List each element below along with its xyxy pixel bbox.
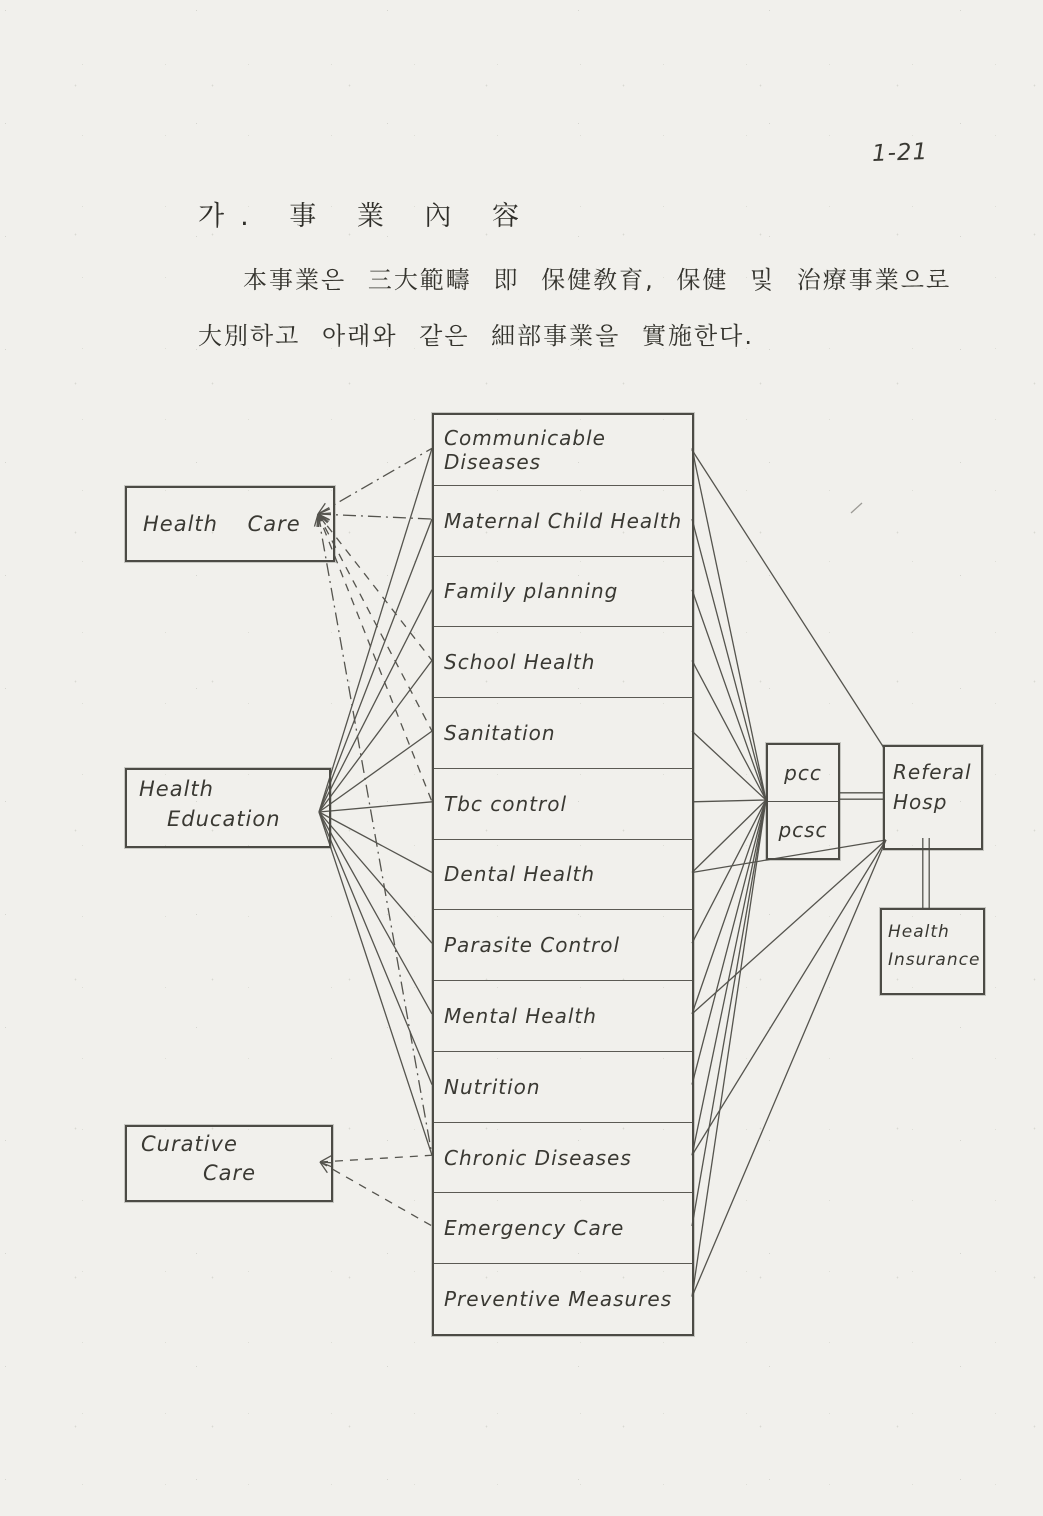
pcc-pcsc-box — [766, 743, 840, 860]
connector-line — [318, 514, 432, 660]
health-insurance-label-line1: Health — [888, 922, 950, 942]
paragraph-line-2: 大別하고 아래와 같은 細部事業을 實施한다. — [198, 322, 754, 350]
connector-line — [692, 800, 766, 1085]
health-education-box — [125, 768, 331, 848]
curative-care-label-line2: Care — [203, 1161, 257, 1185]
program-item — [434, 697, 692, 768]
paragraph-line-1: 本事業은 三大範疇 即 保健敎育, 保健 및 治療事業으로 — [243, 266, 952, 294]
program-item — [434, 980, 692, 1051]
connector-line — [692, 731, 766, 800]
connector-line — [318, 514, 432, 1155]
section-heading: 가. 事 業 內 容 — [198, 201, 535, 232]
health-education-label-line1: Health — [139, 777, 214, 801]
program-item-label: Maternal Child Health — [444, 508, 683, 533]
referral-label-line2: Hosp — [893, 790, 948, 814]
health-care-label: Health Care — [143, 512, 301, 536]
connector-line — [320, 1162, 432, 1226]
curative-care-label-line1: Curative — [141, 1132, 238, 1156]
connector-line — [319, 519, 432, 812]
program-item-label: Tbc control — [444, 791, 568, 816]
connector-line — [319, 731, 432, 812]
program-item-label: Preventive Measures — [444, 1287, 673, 1312]
program-item — [434, 415, 692, 485]
connector-line — [319, 660, 432, 812]
connector-line — [692, 519, 766, 800]
program-item-label: Dental Health — [444, 862, 596, 887]
program-item-label: Sanitation — [444, 720, 556, 745]
connector-line — [692, 800, 766, 1014]
program-item-label: Chronic Diseases — [444, 1145, 632, 1170]
program-item-label: School Health — [444, 650, 596, 675]
connector-line — [318, 514, 432, 519]
program-item-label: Family planning — [444, 579, 619, 604]
program-item-label: Communicable Diseases — [444, 425, 606, 474]
pcsc-label: pcsc — [778, 818, 828, 842]
program-item-label: Nutrition — [444, 1074, 541, 1099]
connector-line — [692, 450, 884, 748]
connector-line — [319, 802, 432, 812]
connector-line — [319, 812, 432, 943]
program-item — [434, 1051, 692, 1122]
connector-line — [692, 448, 766, 800]
program-item-label: Emergency Care — [444, 1216, 625, 1241]
stray-pencil-mark — [851, 503, 862, 513]
program-column — [432, 413, 694, 1336]
program-item — [434, 556, 692, 627]
connector-line — [692, 800, 766, 1297]
program-item — [434, 1122, 692, 1193]
health-insurance-box — [880, 908, 985, 995]
program-item — [434, 909, 692, 980]
health-insurance-label-line2: Insurance — [888, 950, 981, 970]
connector-line — [320, 1155, 432, 1162]
program-item — [434, 1263, 692, 1334]
connector-line — [692, 660, 766, 800]
connector-line — [692, 800, 766, 1226]
referral-label-line1: Referal — [893, 760, 972, 784]
health-care-box — [125, 486, 335, 562]
program-item — [434, 485, 692, 556]
curative-care-box — [125, 1125, 333, 1202]
program-item — [434, 1192, 692, 1263]
pcc-label: pcc — [768, 745, 838, 802]
referral-hospital-box — [883, 745, 983, 850]
connector-line — [319, 812, 432, 1085]
page-number: 1-21 — [871, 139, 929, 167]
connector-line — [692, 840, 886, 1014]
program-item — [434, 768, 692, 839]
connector-line — [692, 840, 886, 1297]
connector-line — [692, 800, 766, 802]
health-education-label-line2: Education — [167, 807, 281, 831]
program-item — [434, 626, 692, 697]
program-item — [434, 839, 692, 910]
program-item-label: Parasite Control — [444, 933, 621, 958]
connector-line — [692, 800, 766, 1155]
program-item-label: Mental Health — [444, 1004, 597, 1028]
